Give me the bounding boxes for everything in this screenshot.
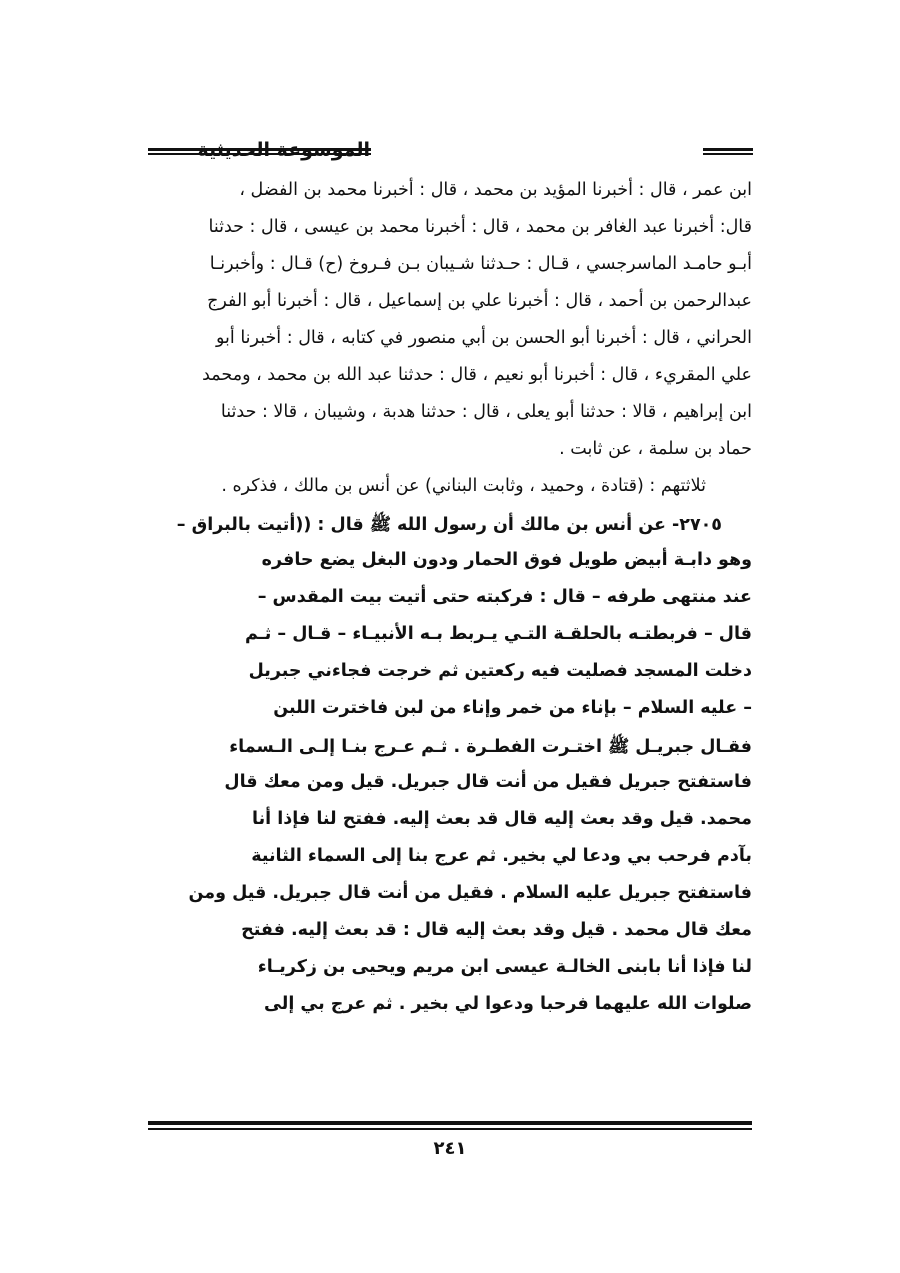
body-line: حماد بن سلمة ، عن ثابت . xyxy=(559,439,752,459)
hadith-lead: ٢٧٠٥- عن أنس بن مالك أن رسول الله ﷺ قال : ((أتيت بالبراق – xyxy=(176,515,722,535)
body-line: علي المقريء ، قال : أخبرنا أبو نعيم ، قال : حدثنا عبد الله بن محمد ، ومحمد xyxy=(202,365,752,385)
body-line: أبـو حامـد الماسرجسي ، قـال : حـدثنا شـيبان بـن فـروخ (ح) قـال : وأخبرنـا xyxy=(209,254,752,274)
page-number: ٢٤١ xyxy=(433,1138,467,1159)
hadith-line: فاستفتح جبريل فقيل من أنت قال جبريل. قيل ومن معك قال xyxy=(224,772,752,792)
body-line: قال: أخبرنا عبد الغافر بن محمد ، قال : أخبرنا محمد بن عيسى ، قال : حدثنا xyxy=(208,217,752,237)
body-line: ابن إبراهيم ، قالا : حدثنا أبو يعلى ، قال : حدثنا هدبة ، وشيبان ، قالا : حدثنا xyxy=(220,402,752,422)
hadith-line: صلوات الله عليهما فرحبا ودعوا لي بخير . ثم عرج بي إلى xyxy=(264,994,752,1014)
header-rule-short xyxy=(703,148,753,155)
header-title: الموسوعة الحديثية xyxy=(197,139,370,161)
footer-rule xyxy=(148,1121,752,1130)
hadith-line: قال – فربطتـه بالحلقـة التـي يـربط بـه الأنبيـاء – قـال – ثـم xyxy=(244,624,752,644)
hadith-line: دخلت المسجد فصليت فيه ركعتين ثم خرجت فجاءني جبريل xyxy=(248,661,752,681)
hadith-line: فاستفتح جبريل عليه السلام . فقيل من أنت قال جبريل. قيل ومن xyxy=(188,883,752,903)
body-line: الحراني ، قال : أخبرنا أبو الحسن بن أبي منصور في كتابه ، قال : أخبرنا أبو xyxy=(216,328,752,348)
hadith-line: بآدم فرحب بي ودعا لي بخير. ثم عرج بنا إلى السماء الثانية xyxy=(251,846,752,866)
body-line: عبدالرحمن بن أحمد ، قال : أخبرنا علي بن إسماعيل ، قال : أخبرنا أبو الفرج xyxy=(207,291,752,311)
hadith-line: معك قال محمد . قيل وقد بعث إليه قال : قد بعث إليه. ففتح xyxy=(241,920,752,940)
hadith-line: لنا فإذا أنا بابنى الخالـة عيسى ابن مريم ويحيى بن زكريـاء xyxy=(257,957,752,977)
hadith-line: فقـال جبريـل ﷺ اختـرت الفطـرة . ثـم عـرج بنـا إلـى الـسماء xyxy=(229,737,752,757)
hadith-line: عند منتهى طرفه – قال : فركبته حتى أتيت بيت المقدس – xyxy=(257,587,752,607)
hadith-line: – عليه السلام – بإناء من خمر وإناء من لبن فاخترت اللبن xyxy=(273,698,752,718)
hadith-line: محمد. قيل وقد بعث إليه قال قد بعث إليه. ففتح لنا فإذا أنا xyxy=(252,809,752,829)
hadith-line: وهو دابـة أبيض طويل فوق الحمار ودون البغل يضع حافره xyxy=(261,550,752,570)
note-line: ثلاثتهم : (قتادة ، وحميد ، وثابت البناني) عن أنس بن مالك ، فذكره . xyxy=(221,476,706,496)
body-line: ابن عمر ، قال : أخبرنا المؤيد بن محمد ، قال : أخبرنا محمد بن الفضل ، xyxy=(239,180,752,200)
running-header xyxy=(148,135,753,169)
